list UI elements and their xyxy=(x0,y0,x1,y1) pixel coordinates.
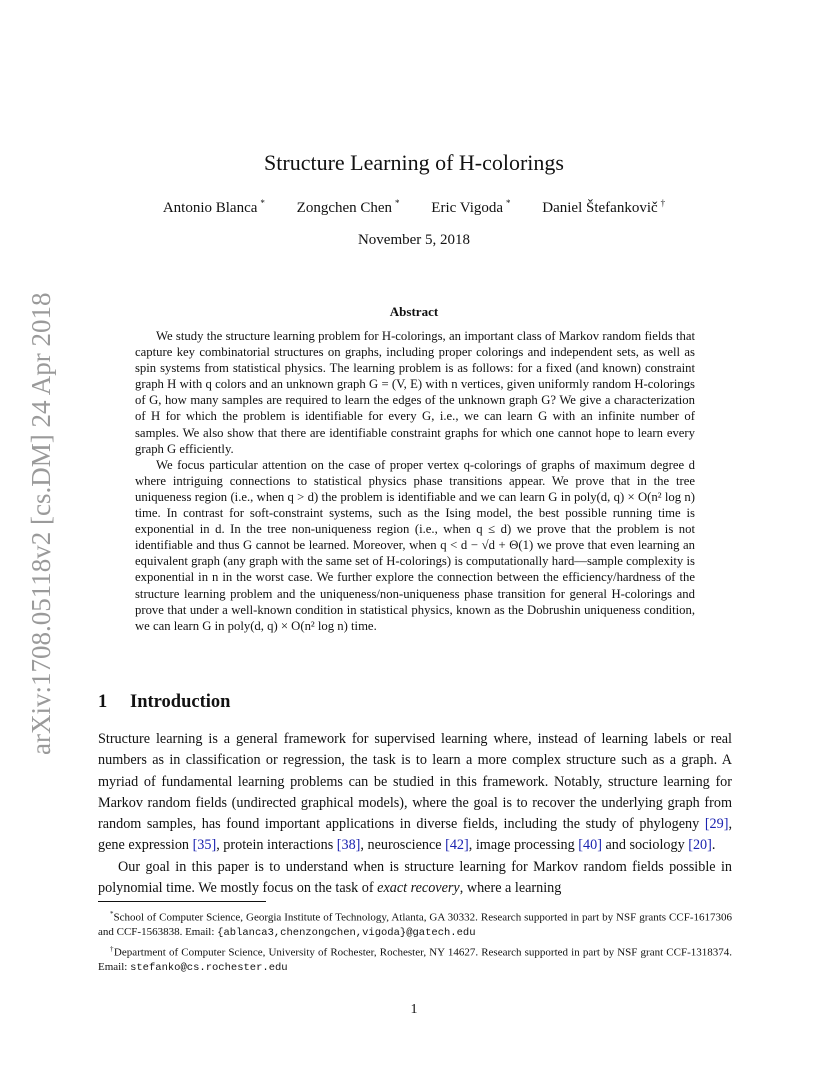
intro-paragraph: Our goal in this paper is to understand when is structure learning for Markov random fields possible in polynomial time. We mostly focus on the task of exact recovery, where a learning xyxy=(98,858,732,897)
citation-link[interactable]: [40] xyxy=(578,837,602,854)
arxiv-watermark-text: arXiv:1708.05118v2 [cs.DM] 24 Apr 2018 xyxy=(26,292,56,755)
footnote: †Department of Computer Science, University of Rochester, Rochester, NY 14627. Research supported in part by NSF grant CCF-1318374. Email: stefanko@cs.rochester.edu xyxy=(98,944,732,975)
citation-link[interactable]: [35] xyxy=(192,837,217,854)
introduction-body xyxy=(98,729,732,899)
abstract-paragraph: We focus particular attention on the case of proper vertex q-colorings of graphs of maximum degree d where intriguing connections to statistical physics phase transitions appear. We prove that in the tree uniqueness region (i.e., when q > d) the problem is identifiable and we can learn G in poly(d, q) × O(n² log n) time. In contrast for soft-constraint systems, such as the Ising model, the best possible running time is exponential in d. In the tree non-uniqueness region (i.e., when q ≤ d) we prove that the problem is not identifiable and thus G cannot be learned. Moreover, when q < d − √d + Θ(1) we prove that even learning an equivalent graph (any graph with the same set of H-colorings) is computationally hard—sample complexity is exponential in n in the worst case. We further explore the connection between the efficiency/hardness of the structure learning problem and the uniqueness/non-uniqueness phase transition for general H-colorings and prove that under a well-known condition in statistical physics, known as the Dobrushin uniqueness condition, we can learn G in poly(d, q) × O(n² log n) time. xyxy=(135,457,695,633)
email-address: {ablanca3,chenzongchen,vigoda}@gatech.edu xyxy=(217,927,476,940)
citation-link[interactable]: [42] xyxy=(445,837,469,854)
abstract-paragraph: We study the structure learning problem for H-colorings, an important class of Markov random fields that capture key combinatorial structures on graphs, including proper colorings and independent sets, as well as spin systems from statistical physics. The learning problem is as follows: for a fixed (and known) constraint graph H with q colors and an unknown graph G = (V, E) with n vertices, given uniformly random H-colorings of G, how many samples are required to learn the edges of the unknown graph G? We give a characterization of H for which the problem is identifiable for every G, i.e., we can learn G with an infinite number of samples. We also show that there are identifiable constraint graphs for which one cannot hope to learn every graph G efficiently. xyxy=(135,329,695,456)
paper-date: November 5, 2018 xyxy=(357,232,471,248)
emphasis: exact recovery xyxy=(377,880,460,897)
author: Daniel Štefankovič † xyxy=(542,198,666,216)
footnote-rule xyxy=(98,901,266,902)
footnote: *School of Computer Science, Georgia Institute of Technology, Atlanta, GA 30332. Research supported in part by NSF grants CCF-1617306 and CCF-1563838. Email: {ablanca3,chenzongchen,vigoda}@gatech.edu xyxy=(98,910,732,940)
author: Eric Vigoda * xyxy=(431,198,511,216)
citation-link[interactable]: [20] xyxy=(688,837,712,854)
section-title: Introduction xyxy=(130,692,231,712)
citation-link[interactable]: [38] xyxy=(336,837,361,854)
abstract-heading: Abstract xyxy=(389,304,439,319)
abstract-body xyxy=(135,328,695,634)
email-address: stefanko@cs.rochester.edu xyxy=(130,962,288,975)
footnotes xyxy=(98,907,732,977)
author-list xyxy=(0,198,828,217)
paper-title: Structure Learning of H-colorings xyxy=(264,150,564,175)
section-heading xyxy=(98,692,230,713)
citation-link[interactable]: [29] xyxy=(704,816,729,833)
section-number: 1 xyxy=(98,692,108,712)
author: Zongchen Chen * xyxy=(296,198,400,216)
author: Antonio Blanca * xyxy=(162,198,265,216)
intro-paragraph: Structure learning is a general framework for supervised learning where, instead of learning labels or real numbers as in classification or regression, the task is to learn a more complex structure such as a graph. A myriad of fundamental learning problems can be studied in this framework. Notably, structure learning for Markov random fields (undirected graphical models), where the goal is to recover the underlying graph from random samples, has found important applications in diverse fields, including the study of phylogeny [29], gene expression [35], protein interactions [38], neuroscience [42], image processing [40] and sociology [20]. xyxy=(98,731,732,854)
page-number: 1 xyxy=(410,1002,418,1017)
